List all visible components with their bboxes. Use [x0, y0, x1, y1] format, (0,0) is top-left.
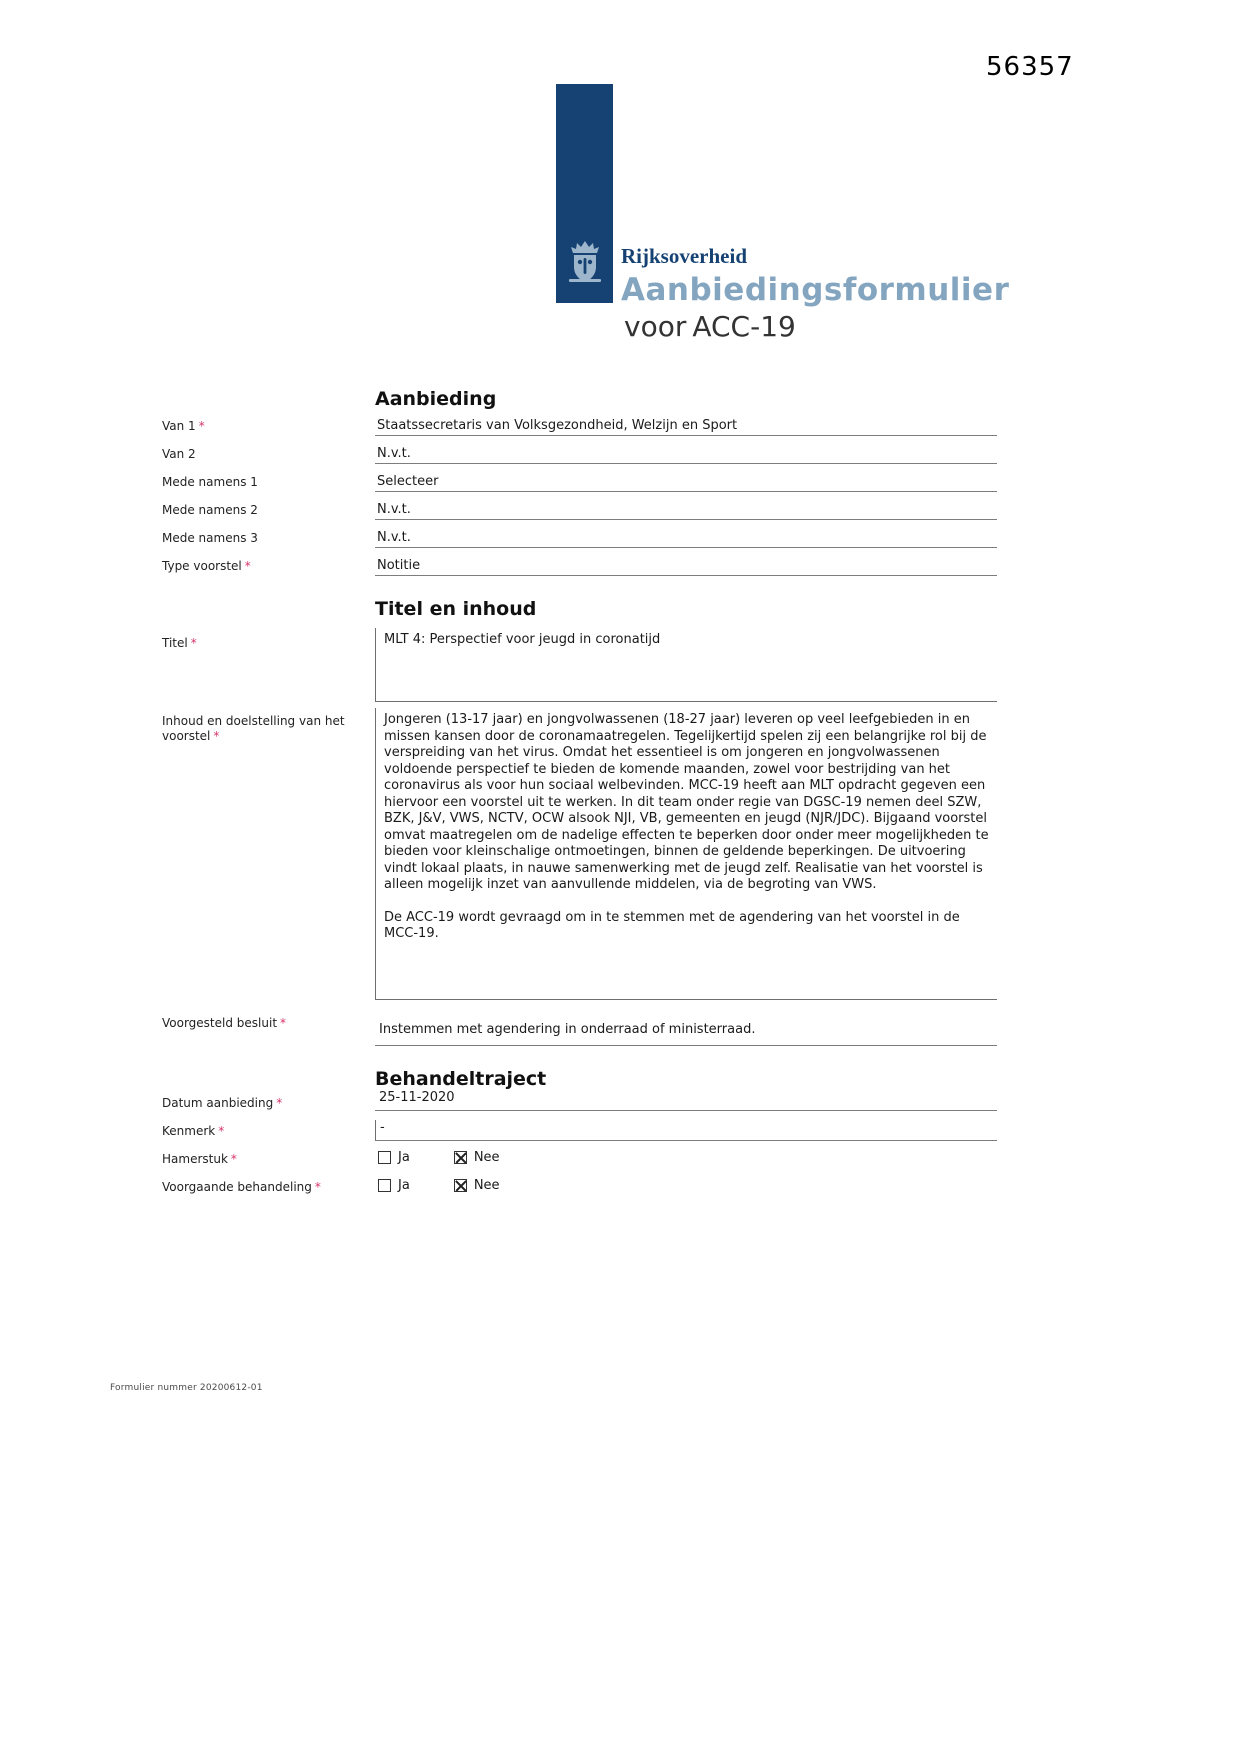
aanbieding-rowset [162, 408, 997, 576]
hamerstuk-ja-checkbox[interactable] [378, 1151, 391, 1164]
voorgaande-ja-option[interactable] [378, 1178, 410, 1193]
checkbox-label-ja: Ja [398, 1178, 410, 1193]
field-label: Mede namens 3 [162, 531, 258, 545]
rijksoverheid-logo-icon [565, 239, 605, 285]
field-label: Van 2 [162, 447, 196, 461]
kenmerk-label: Kenmerk * [162, 1124, 225, 1138]
required-marker: * [213, 729, 220, 743]
required-marker: * [280, 1016, 287, 1030]
checkbox-label-nee: Nee [473, 1178, 500, 1193]
datum-input[interactable]: 25-11-2020 [375, 1090, 997, 1111]
inhoud-paragraph-2: De ACC-19 wordt gevraagd om in te stemmen met de agendering van het voorstel in de MCC-19. [384, 909, 960, 941]
besluit-input[interactable]: Instemmen met agendering in onderraad of ministerraad. [375, 1022, 997, 1046]
field-label: Mede namens 2 [162, 503, 258, 517]
mede-namens-2-input[interactable]: N.v.t. [375, 502, 997, 520]
inhoud-label: Inhoud en doelstelling van het voorstel * [162, 714, 345, 743]
titel-label: Titel * [162, 636, 197, 650]
form-subtitle-value: ACC-19 [692, 310, 796, 343]
inhoud-textarea[interactable] [375, 708, 997, 1000]
kenmerk-input[interactable]: - [375, 1120, 997, 1141]
required-marker: * [198, 419, 205, 433]
field-label: Mede namens 1 [162, 475, 258, 489]
form-title: Aanbiedingsformulier [621, 272, 1010, 308]
besluit-label: Voorgesteld besluit * [162, 1016, 287, 1030]
required-marker: * [218, 1124, 225, 1138]
field-label: Type voorstel * [162, 559, 251, 573]
form-subtitle [624, 310, 796, 343]
mede-namens-1-select[interactable]: Selecteer [375, 474, 997, 492]
inhoud-paragraph-1: Jongeren (13-17 jaar) en jongvolwassenen (18-27 jaar) leveren op veel leefgebieden in en missen kansen door de coronamaatregelen. Tegelijkertijd spelen zij een belangrijke rol bij de verspreiding van het virus. Omdat het essentieel is om jongeren en jongvolwassenen voldoende perspectief te bieden de komende maanden, zowel voor bestrijding van het coronavirus als voor hun sociaal welbevinden. MCC-19 heeft aan MLT opdracht gegeven een hiervoor een voorstel uit te werken. In dit team onder regie van DGSC-19 nemen deel SZW, BZK, J&V, VWS, NCTV, OCW alsook NJI, VB, gemeenten en jeugd (NJR/JDC). Bijgaand voorstel omvat maatregelen om de nadelige effecten te beperken door onder meer mogelijkheden te bieden voor kleinschalige ontmoetingen, binnen de geldende beperkingen. De uitvoering vindt lokaal plaats, in nauwe samenwerking met de jeugd zelf. Realisatie van het voorstel is alleen mogelijk inzet van aanvullende middelen, via de begroting van VWS. [384, 712, 989, 892]
checkbox-label-ja: Ja [398, 1150, 410, 1165]
required-marker: * [190, 636, 197, 650]
form-row-type-voorstel [162, 548, 997, 576]
titel-textarea[interactable] [375, 628, 997, 702]
field-label: Van 1 * [162, 419, 205, 433]
type-voorstel-input[interactable]: Notitie [375, 558, 997, 576]
form-row-mede-namens-3 [162, 520, 997, 548]
required-marker: * [276, 1096, 283, 1110]
inhoud-value [376, 708, 997, 947]
form-row-mede-namens-2 [162, 492, 997, 520]
form-subtitle-prefix: voor [624, 310, 687, 343]
required-marker: * [314, 1180, 321, 1194]
form-row-van-2 [162, 436, 997, 464]
van-1-input[interactable]: Staatssecretaris van Volksgezondheid, Welzijn en Sport [375, 418, 997, 436]
rijksoverheid-logo-bar [556, 84, 613, 303]
section-heading-aanbieding: Aanbieding [375, 388, 497, 410]
form-number-footer: Formulier nummer 20200612-01 [110, 1383, 263, 1393]
hamerstuk-nee-checkbox[interactable] [454, 1151, 467, 1164]
section-heading-behandeltraject: Behandeltraject [375, 1068, 547, 1090]
required-marker: * [244, 559, 251, 573]
van-2-input[interactable]: N.v.t. [375, 446, 997, 464]
hamerstuk-label: Hamerstuk * [162, 1152, 237, 1166]
form-row-mede-namens-1 [162, 464, 997, 492]
hamerstuk-nee-option[interactable] [454, 1150, 500, 1165]
rijksoverheid-wordmark: Rijksoverheid [621, 244, 747, 268]
document-number: 56357 [986, 52, 1074, 82]
voorgaande-nee-option[interactable] [454, 1178, 500, 1193]
titel-value: MLT 4: Perspectief voor jeugd in coronatijd [384, 632, 661, 647]
form-row-van-1 [162, 408, 997, 436]
mede-namens-3-input[interactable]: N.v.t. [375, 530, 997, 548]
voorgaande-ja-checkbox[interactable] [378, 1179, 391, 1192]
voorgaande-behandeling-checkbox-group [378, 1178, 500, 1193]
datum-label: Datum aanbieding * [162, 1096, 283, 1110]
required-marker: * [230, 1152, 237, 1166]
checkbox-label-nee: Nee [473, 1150, 500, 1165]
section-heading-titel-en-inhoud: Titel en inhoud [375, 598, 537, 620]
hamerstuk-ja-option[interactable] [378, 1150, 410, 1165]
voorgaande-nee-checkbox[interactable] [454, 1179, 467, 1192]
hamerstuk-checkbox-group [378, 1150, 500, 1165]
voorgaande-behandeling-label: Voorgaande behandeling * [162, 1180, 321, 1194]
